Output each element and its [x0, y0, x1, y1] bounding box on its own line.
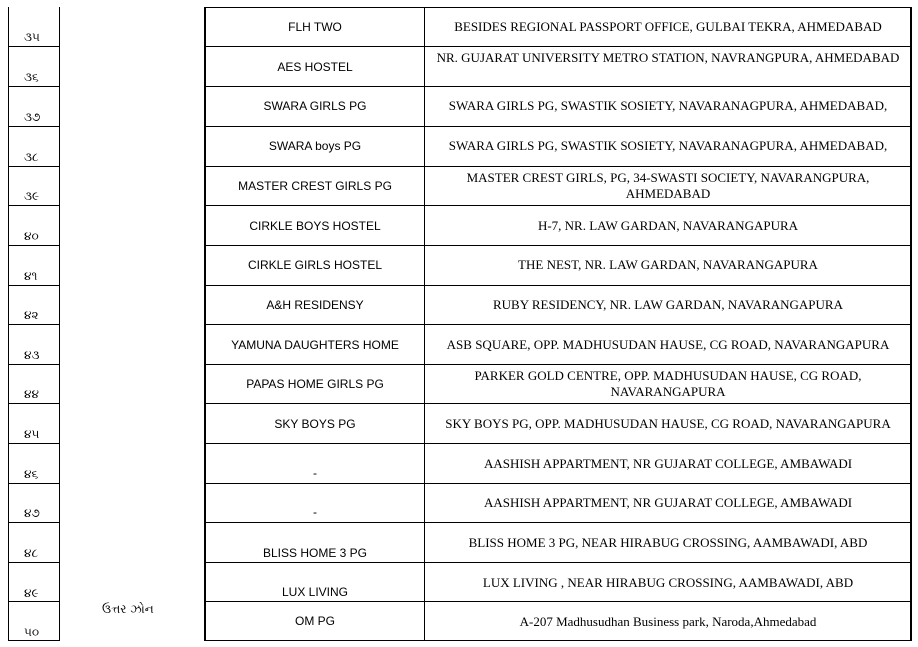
row-divider [8, 562, 60, 563]
hostel-name: A&H RESIDENSY [266, 298, 364, 312]
row-divider [204, 285, 912, 286]
hostel-name: PAPAS HOME GIRLS PG [246, 377, 384, 391]
hostel-address: LUX LIVING , NEAR HIRABUG CROSSING, AAMBAWADI, ABD [482, 575, 854, 590]
hostel-address: SWARA GIRLS PG, SWASTIK SOSIETY, NAVARANAGPURA, AHMEDABAD, [448, 98, 888, 113]
hostel-name: AES HOSTEL [277, 60, 353, 74]
row-divider [204, 245, 912, 246]
row-number: ૩૬ [24, 70, 39, 84]
row-number: ૩૯ [24, 189, 40, 203]
hostel-address: NR. GUJARAT UNIVERSITY METRO STATION, NAVRANGPURA, AHMEDABAD [436, 50, 900, 65]
hostel-name: FLH TWO [288, 20, 342, 34]
row-number: ૪૦ [24, 229, 39, 243]
hostel-address: AASHISH APPARTMENT, NR GUJARAT COLLEGE, AMBAWADI [483, 456, 853, 471]
hostel-address: THE NEST, NR. LAW GARDAN, NAVARANGAPURA [518, 257, 818, 272]
row-divider [8, 364, 60, 365]
hostel-address: BLISS HOME 3 PG, NEAR HIRABUG CROSSING, AAMBAWADI, ABD [468, 535, 868, 550]
row-divider [204, 86, 912, 87]
row-divider [8, 205, 60, 206]
hostel-name: SWARA boys PG [268, 139, 362, 153]
hostel-address: RUBY RESIDENCY, NR. LAW GARDAN, NAVARANGAPURA [492, 297, 843, 312]
row-divider [8, 443, 60, 444]
row-divider [8, 601, 60, 602]
row-divider [204, 562, 912, 563]
hostel-address: MASTER CREST GIRLS, PG, 34-SWASTI SOCIETY, NAVARANGPURA, AHMEDABAD [466, 170, 870, 201]
row-divider [8, 46, 60, 47]
hostel-name: MASTER CREST GIRLS PG [238, 179, 392, 193]
row-divider [8, 166, 60, 167]
row-divider [8, 403, 60, 404]
row-divider [204, 403, 912, 404]
row-divider [8, 86, 60, 87]
row-divider [204, 483, 912, 484]
row-divider [204, 205, 912, 206]
hostel-name: CIRKLE GIRLS HOSTEL [247, 258, 383, 272]
hostel-address: ASB SQUARE, OPP. MADHUSUDAN HAUSE, CG ROAD, NAVARANGAPURA [446, 337, 890, 352]
hostel-address: SKY BOYS PG, OPP. MADHUSUDAN HAUSE, CG ROAD, NAVARANGAPURA [445, 416, 891, 431]
row-number: ૪૬ [24, 467, 39, 481]
row-divider [8, 483, 60, 484]
hostel-address: BESIDES REGIONAL PASSPORT OFFICE, GULBAI TEKRA, AHMEDABAD [454, 19, 882, 34]
row-divider [8, 126, 60, 127]
row-number: ૪૪ [24, 387, 39, 401]
hostel-address: A-207 Madhusudhan Business park, Naroda,Ahmedabad [519, 614, 817, 629]
hostel-name: OM PG [294, 614, 335, 628]
row-divider [204, 364, 912, 365]
table-bottom-border [8, 640, 60, 641]
row-number: ૪૫ [24, 427, 40, 441]
row-divider [8, 285, 60, 286]
hostel-name: BLISS HOME 3 PG [262, 546, 368, 560]
hostel-address: AASHISH APPARTMENT, NR GUJARAT COLLEGE, AMBAWADI [483, 495, 853, 510]
row-divider [204, 324, 912, 325]
row-number: ૪૨ [24, 308, 39, 322]
hostel-address: H-7, NR. LAW GARDAN, NAVARANGAPURA [537, 218, 799, 233]
row-divider [8, 245, 60, 246]
row-divider [204, 126, 912, 127]
row-divider [8, 522, 60, 523]
table-bottom-border [204, 640, 912, 641]
hostel-name: LUX LIVING [281, 585, 349, 599]
hostel-address: PARKER GOLD CENTRE, OPP. MADHUSUDAN HAUSE, CG ROAD, NAVARANGAPURA [474, 368, 862, 399]
hostel-name: SKY BOYS PG [274, 417, 356, 431]
row-number: ૪૯ [24, 586, 39, 600]
row-number: ૩૮ [24, 150, 39, 164]
row-number: ૫૦ [24, 625, 40, 639]
row-divider [204, 46, 912, 47]
table-top-border [204, 7, 912, 8]
row-divider [204, 601, 912, 602]
hostel-name: - [313, 505, 317, 519]
row-divider [204, 522, 912, 523]
row-divider [8, 324, 60, 325]
row-divider [204, 443, 912, 444]
hostel-address: SWARA GIRLS PG, SWASTIK SOSIETY, NAVARANAGPURA, AHMEDABAD, [448, 138, 888, 153]
hostel-name: CIRKLE BOYS HOSTEL [249, 219, 381, 233]
hostel-name: YAMUNA DAUGHTERS HOME [231, 338, 399, 352]
hostel-name: - [313, 466, 317, 480]
row-number: ૪૩ [24, 348, 40, 362]
row-number: ૪૧ [24, 269, 38, 283]
row-number: ૩૭ [24, 110, 41, 124]
hostel-name: SWARA GIRLS PG [263, 99, 367, 113]
row-number: ૪૭ [24, 506, 40, 520]
zone-label: ઉત્તર ઝોન [102, 602, 154, 616]
row-number: ૩૫ [24, 30, 40, 44]
row-number: ૪૮ [24, 546, 39, 560]
row-divider [204, 166, 912, 167]
